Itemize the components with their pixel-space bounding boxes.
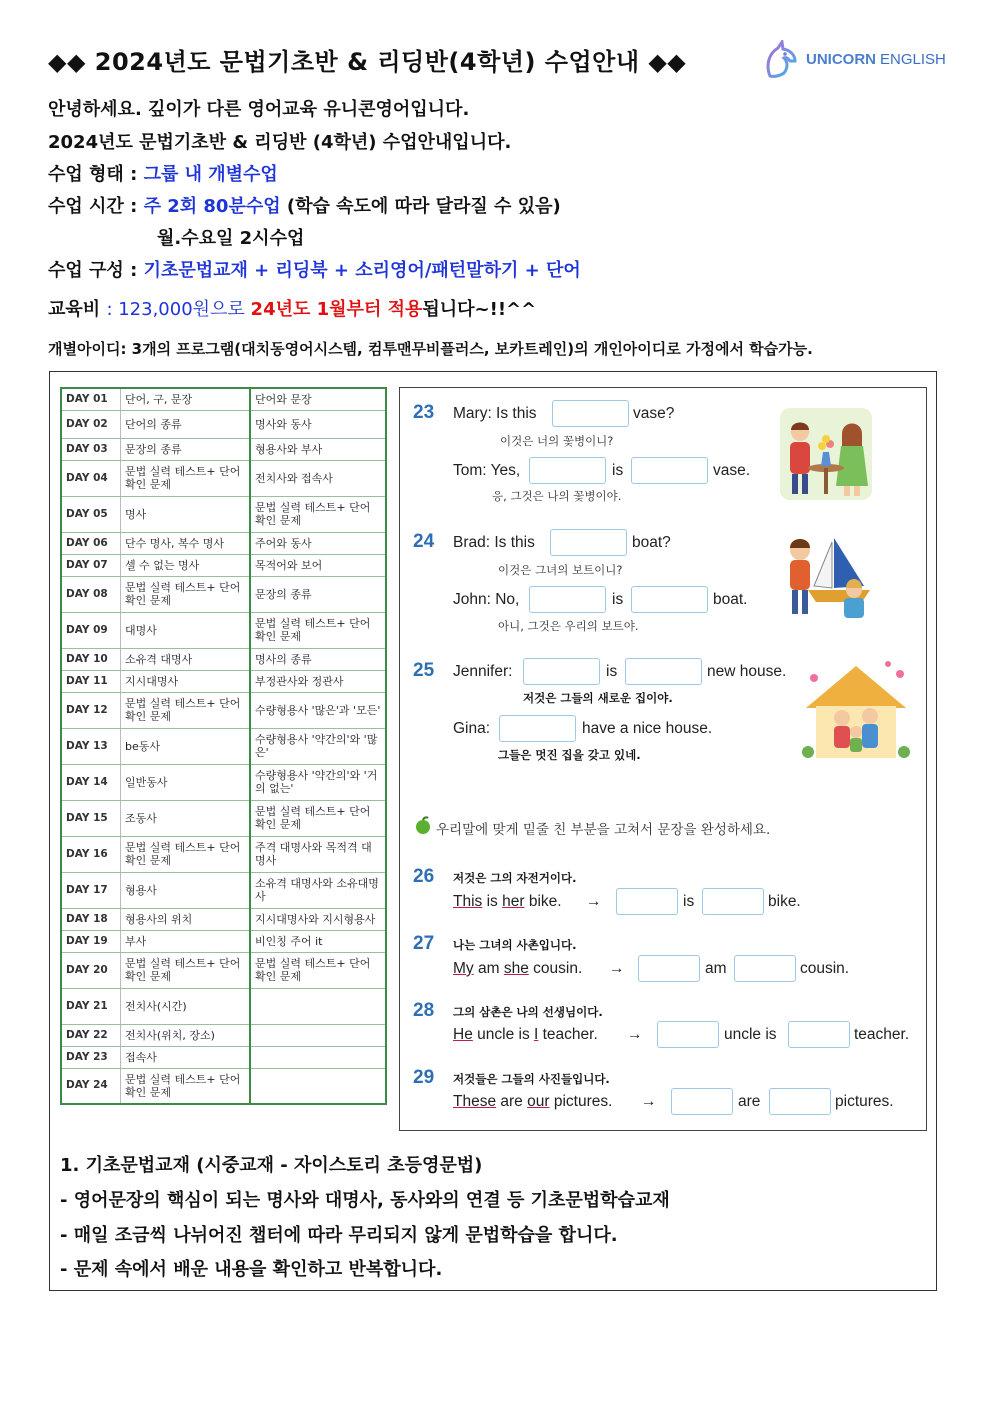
contents-row <box>61 410 386 438</box>
day-label: DAY 01 <box>61 388 121 410</box>
lesson-topic: 문장의 종류 <box>250 576 386 612</box>
class-time-label: 수업 시간 : <box>48 196 144 217</box>
lesson-topic: 단어, 구, 문장 <box>121 388 251 410</box>
dialog-line: Tom: Yes, <box>453 462 521 479</box>
lesson-topic: 접속사 <box>121 1046 251 1068</box>
question-number: 26 <box>413 866 435 887</box>
answer-box[interactable] <box>638 955 700 982</box>
lesson-topic: 부사 <box>121 930 251 952</box>
contents-row <box>61 496 386 532</box>
lesson-topic: 문법 실력 테스트+ 단어 확인 문제 <box>121 952 251 988</box>
contents-row <box>61 1024 386 1046</box>
sentence-text: cousin. <box>528 960 583 977</box>
sentence-text: are <box>496 1093 528 1110</box>
lesson-topic: 문법 실력 테스트+ 단어 확인 문제 <box>250 952 386 988</box>
underlined-word: her <box>502 893 525 910</box>
korean-sentence: 나는 그녀의 사촌입니다. <box>453 938 577 952</box>
lesson-topic: 대명사 <box>121 612 251 648</box>
underlined-word: My <box>453 960 474 977</box>
contents-row <box>61 692 386 728</box>
contents-table <box>60 387 387 1105</box>
class-composition-label: 수업 구성 : <box>48 260 144 281</box>
lesson-topic: 단수 명사, 복수 명사 <box>121 532 251 554</box>
unicorn-english-logo <box>762 40 946 78</box>
underlined-word: This <box>453 893 483 910</box>
sentence-word: teacher. <box>854 1026 910 1043</box>
answer-box[interactable] <box>788 1021 850 1048</box>
class-days-text: 월.수요일 2시수업 <box>157 228 305 249</box>
lesson-topic: 명사와 동사 <box>250 410 386 438</box>
lesson-topic: 주격 대명사와 목적격 대명사 <box>250 836 386 872</box>
lesson-topic: 문장의 종류 <box>121 438 251 460</box>
answer-box[interactable] <box>631 457 708 484</box>
question-number: 29 <box>413 1067 435 1088</box>
lesson-topic: 지시대명사 <box>121 670 251 692</box>
answer-box[interactable] <box>734 955 796 982</box>
question-number: 23 <box>413 402 435 423</box>
contents-row <box>61 872 386 908</box>
question-number: 27 <box>413 933 435 954</box>
lesson-topic <box>250 988 386 1024</box>
family-house-illustration <box>800 656 912 764</box>
arrow-icon: → <box>609 960 625 977</box>
lesson-topic: 문법 실력 테스트+ 단어 확인 문제 <box>121 836 251 872</box>
incorrect-sentence <box>453 960 582 978</box>
lesson-topic: 형용사의 위치 <box>121 908 251 930</box>
contents-row <box>61 836 386 872</box>
contents-row <box>61 670 386 692</box>
day-label: DAY 23 <box>61 1046 121 1068</box>
korean-translation: 그들은 멋진 집을 갖고 있네. <box>498 748 641 762</box>
lesson-topic: 부정관사와 정관사 <box>250 670 386 692</box>
day-label: DAY 21 <box>61 988 121 1024</box>
subtitle-text: 2024년도 문법기초반 & 리딩반 (4학년) 수업안내입니다. <box>48 132 512 153</box>
day-label: DAY 09 <box>61 612 121 648</box>
day-label: DAY 13 <box>61 728 121 764</box>
korean-sentence: 그의 삼촌은 나의 선생님이다. <box>453 1005 603 1019</box>
sentence-word: uncle is <box>724 1026 777 1043</box>
contents-row <box>61 988 386 1024</box>
lesson-topic: 문법 실력 테스트+ 단어 확인 문제 <box>250 496 386 532</box>
day-label: DAY 22 <box>61 1024 121 1046</box>
lesson-topic: 조동사 <box>121 800 251 836</box>
day-label: DAY 19 <box>61 930 121 952</box>
sentence-word: bike. <box>768 893 801 910</box>
lesson-topic <box>250 1024 386 1046</box>
dialog-word: is <box>606 663 618 680</box>
sentence-text: is <box>482 893 503 910</box>
korean-translation: 저것은 그들의 새로운 집이야. <box>523 691 673 705</box>
contents-row <box>61 576 386 612</box>
sentence-text: am <box>473 960 504 977</box>
class-form-value: 그룹 내 개별수업 <box>143 164 278 185</box>
section-bullet: - 영어문장의 핵심이 되는 명사와 대명사, 동사와의 연결 등 기초문법학습교재 <box>60 1190 670 1211</box>
contents-row <box>61 764 386 800</box>
dialog-word: have a nice house. <box>582 720 713 737</box>
lesson-topic: 주어와 동사 <box>250 532 386 554</box>
lesson-topic: 문법 실력 테스트+ 단어 확인 문제 <box>250 800 386 836</box>
exercise-panel <box>399 387 927 1131</box>
dialog-word: boat? <box>632 534 671 551</box>
contents-row <box>61 460 386 496</box>
lesson-topic: 목적어와 보어 <box>250 554 386 576</box>
korean-translation: 이것은 너의 꽃병이니? <box>500 434 614 448</box>
sentence-text: bike. <box>524 893 562 910</box>
answer-box[interactable] <box>625 658 702 685</box>
question-number: 28 <box>413 1000 435 1021</box>
contents-row <box>61 388 386 410</box>
contents-row <box>61 1068 386 1104</box>
kids-boat-illustration <box>778 528 874 624</box>
sentence-text: uncle is <box>472 1026 534 1043</box>
answer-box[interactable] <box>529 457 606 484</box>
lesson-topic: 수량형용사 '약간의'와 '많은' <box>250 728 386 764</box>
korean-sentence: 저것은 그의 자전거이다. <box>453 871 577 885</box>
day-label: DAY 14 <box>61 764 121 800</box>
lesson-topic: 전치사(시간) <box>121 988 251 1024</box>
lesson-topic: be동사 <box>121 728 251 764</box>
sentence-text: teacher. <box>538 1026 598 1043</box>
answer-box[interactable] <box>552 400 629 427</box>
sentence-word: cousin. <box>800 960 850 977</box>
section-bullet: - 문제 속에서 배운 내용을 확인하고 반복합니다. <box>60 1259 443 1280</box>
unicorn-icon <box>762 40 802 78</box>
lesson-topic: 소유격 대명사와 소유대명사 <box>250 872 386 908</box>
day-label: DAY 03 <box>61 438 121 460</box>
answer-box[interactable] <box>631 586 708 613</box>
lesson-topic: 일반동사 <box>121 764 251 800</box>
section-bullet: - 매일 조금씩 나뉘어진 챕터에 따라 무리되지 않게 문법학습을 합니다. <box>60 1225 618 1246</box>
sentence-text: pictures. <box>549 1093 613 1110</box>
lesson-topic: 전치사와 접속사 <box>250 460 386 496</box>
lesson-topic: 형용사와 부사 <box>250 438 386 460</box>
day-label: DAY 24 <box>61 1068 121 1104</box>
question-number: 25 <box>413 660 435 681</box>
day-label: DAY 04 <box>61 460 121 496</box>
day-label: DAY 08 <box>61 576 121 612</box>
contents-row <box>61 648 386 670</box>
section-heading: 1. 기초문법교재 (시중교재 - 자이스토리 초등영문법) <box>60 1155 483 1176</box>
question-number: 24 <box>413 531 435 552</box>
underlined-word: I <box>534 1026 539 1043</box>
apple-icon <box>414 816 432 834</box>
page-title: ◆◆ 2024년도 문법기초반 & 리딩반(4학년) 수업안내 ◆◆ <box>48 48 687 76</box>
contents-row <box>61 952 386 988</box>
contents-row <box>61 612 386 648</box>
incorrect-sentence <box>453 1026 598 1044</box>
dialog-line: Gina: <box>453 720 491 737</box>
day-label: DAY 17 <box>61 872 121 908</box>
lesson-topic: 형용사 <box>121 872 251 908</box>
couple-vase-illustration <box>778 406 874 502</box>
logo-text-unicorn: UNICORN <box>806 50 876 68</box>
lesson-topic: 단어와 문장 <box>250 388 386 410</box>
incorrect-sentence <box>453 1093 612 1111</box>
contents-row <box>61 1046 386 1068</box>
dialog-line: John: No, <box>453 591 520 608</box>
contents-row <box>61 438 386 460</box>
tuition-date: 24년도 1월부터 적용 <box>250 299 423 320</box>
lesson-topic: 문법 실력 테스트+ 단어 확인 문제 <box>121 692 251 728</box>
lesson-topic: 문법 실력 테스트+ 단어 확인 문제 <box>121 460 251 496</box>
lesson-topic: 셀 수 없는 명사 <box>121 554 251 576</box>
day-label: DAY 12 <box>61 692 121 728</box>
lesson-topic: 문법 실력 테스트+ 단어 확인 문제 <box>121 576 251 612</box>
lesson-topic <box>250 1046 386 1068</box>
tuition-value: : 123,000원으로 <box>106 299 251 320</box>
lesson-topic: 명사의 종류 <box>250 648 386 670</box>
lesson-topic <box>250 1068 386 1104</box>
tuition-label: 교육비 <box>48 299 107 320</box>
dialog-line: Mary: Is this <box>453 405 537 422</box>
answer-box[interactable] <box>499 715 576 742</box>
day-label: DAY 16 <box>61 836 121 872</box>
dialog-word: vase? <box>633 405 675 422</box>
individual-id-text: 개별아이디: 3개의 프로그램(대치동영어시스템, 컴투맨무비플러스, 보카트레인)의 개인아이디로 가정에서 학습가능. <box>48 340 813 358</box>
korean-translation: 이것은 그녀의 보트이니? <box>498 563 623 577</box>
underlined-word: These <box>453 1093 497 1110</box>
day-label: DAY 06 <box>61 532 121 554</box>
incorrect-sentence <box>453 893 562 911</box>
dialog-word: boat. <box>713 591 748 608</box>
day-label: DAY 20 <box>61 952 121 988</box>
lesson-topic: 소유격 대명사 <box>121 648 251 670</box>
class-composition-value: 기초문법교재 + 리딩북 + 소리영어/패턴말하기 + 단어 <box>143 260 581 281</box>
logo-text-english: ENGLISH <box>880 50 946 68</box>
contents-row <box>61 930 386 952</box>
answer-box[interactable] <box>769 1088 831 1115</box>
korean-sentence: 저것들은 그들의 사진들입니다. <box>453 1072 610 1086</box>
dialog-word: vase. <box>713 462 751 479</box>
dialog-word: is <box>612 462 624 479</box>
day-label: DAY 02 <box>61 410 121 438</box>
class-time-value: 주 2회 80분수업 <box>143 196 281 217</box>
day-label: DAY 18 <box>61 908 121 930</box>
tuition-tail: 됩니다~!!^^ <box>422 299 537 320</box>
contents-row <box>61 532 386 554</box>
arrow-icon: → <box>641 1093 657 1110</box>
class-time-note: (학습 속도에 따라 달라질 수 있음) <box>280 196 561 217</box>
class-time-line <box>48 192 561 218</box>
dialog-word: new house. <box>707 663 787 680</box>
lesson-topic: 문법 실력 테스트+ 단어 확인 문제 <box>250 612 386 648</box>
dialog-line: Brad: Is this <box>453 534 535 551</box>
lesson-topic: 비인칭 주어 it <box>250 930 386 952</box>
dialog-line: Jennifer: <box>453 663 513 680</box>
answer-box[interactable] <box>657 1021 719 1048</box>
underlined-word: our <box>527 1093 550 1110</box>
class-form-line <box>48 160 278 186</box>
korean-translation: 응, 그것은 나의 꽃병이야. <box>492 489 622 503</box>
lesson-topic: 단어의 종류 <box>121 410 251 438</box>
sentence-word: am <box>705 960 727 977</box>
answer-box[interactable] <box>523 658 600 685</box>
sentence-word: are <box>738 1093 761 1110</box>
contents-row <box>61 800 386 836</box>
answer-box[interactable] <box>616 888 678 915</box>
answer-box[interactable] <box>702 888 764 915</box>
dialog-word: is <box>612 591 624 608</box>
lesson-topic: 문법 실력 테스트+ 단어 확인 문제 <box>121 1068 251 1104</box>
contents-row <box>61 554 386 576</box>
underlined-word: He <box>453 1026 473 1043</box>
class-composition-line <box>48 256 581 282</box>
contents-row <box>61 728 386 764</box>
answer-box[interactable] <box>671 1088 733 1115</box>
class-form-label: 수업 형태 : <box>48 164 144 185</box>
greeting-text: 안녕하세요. 깊이가 다른 영어교육 유니콘영어입니다. <box>48 99 470 120</box>
lesson-topic: 수량형용사 '많은'과 '모든' <box>250 692 386 728</box>
lesson-topic: 수량형용사 '약간의'와 '거의 없는' <box>250 764 386 800</box>
arrow-icon: → <box>627 1026 643 1043</box>
answer-box[interactable] <box>529 586 606 613</box>
day-label: DAY 07 <box>61 554 121 576</box>
day-label: DAY 10 <box>61 648 121 670</box>
exercise-instruction: 우리말에 맞게 밑줄 친 부분을 고쳐서 문장을 완성하세요. <box>436 822 771 838</box>
day-label: DAY 15 <box>61 800 121 836</box>
lesson-topic: 지시대명사와 지시형용사 <box>250 908 386 930</box>
answer-box[interactable] <box>550 529 627 556</box>
sentence-word: pictures. <box>835 1093 894 1110</box>
korean-translation: 아니, 그것은 우리의 보트야. <box>498 619 639 633</box>
day-label: DAY 11 <box>61 670 121 692</box>
sentence-word: is <box>683 893 695 910</box>
lesson-topic: 명사 <box>121 496 251 532</box>
underlined-word: she <box>503 960 529 977</box>
day-label: DAY 05 <box>61 496 121 532</box>
contents-row <box>61 908 386 930</box>
tuition-line <box>48 295 536 321</box>
lesson-topic: 전치사(위치, 장소) <box>121 1024 251 1046</box>
arrow-icon: → <box>586 893 602 910</box>
